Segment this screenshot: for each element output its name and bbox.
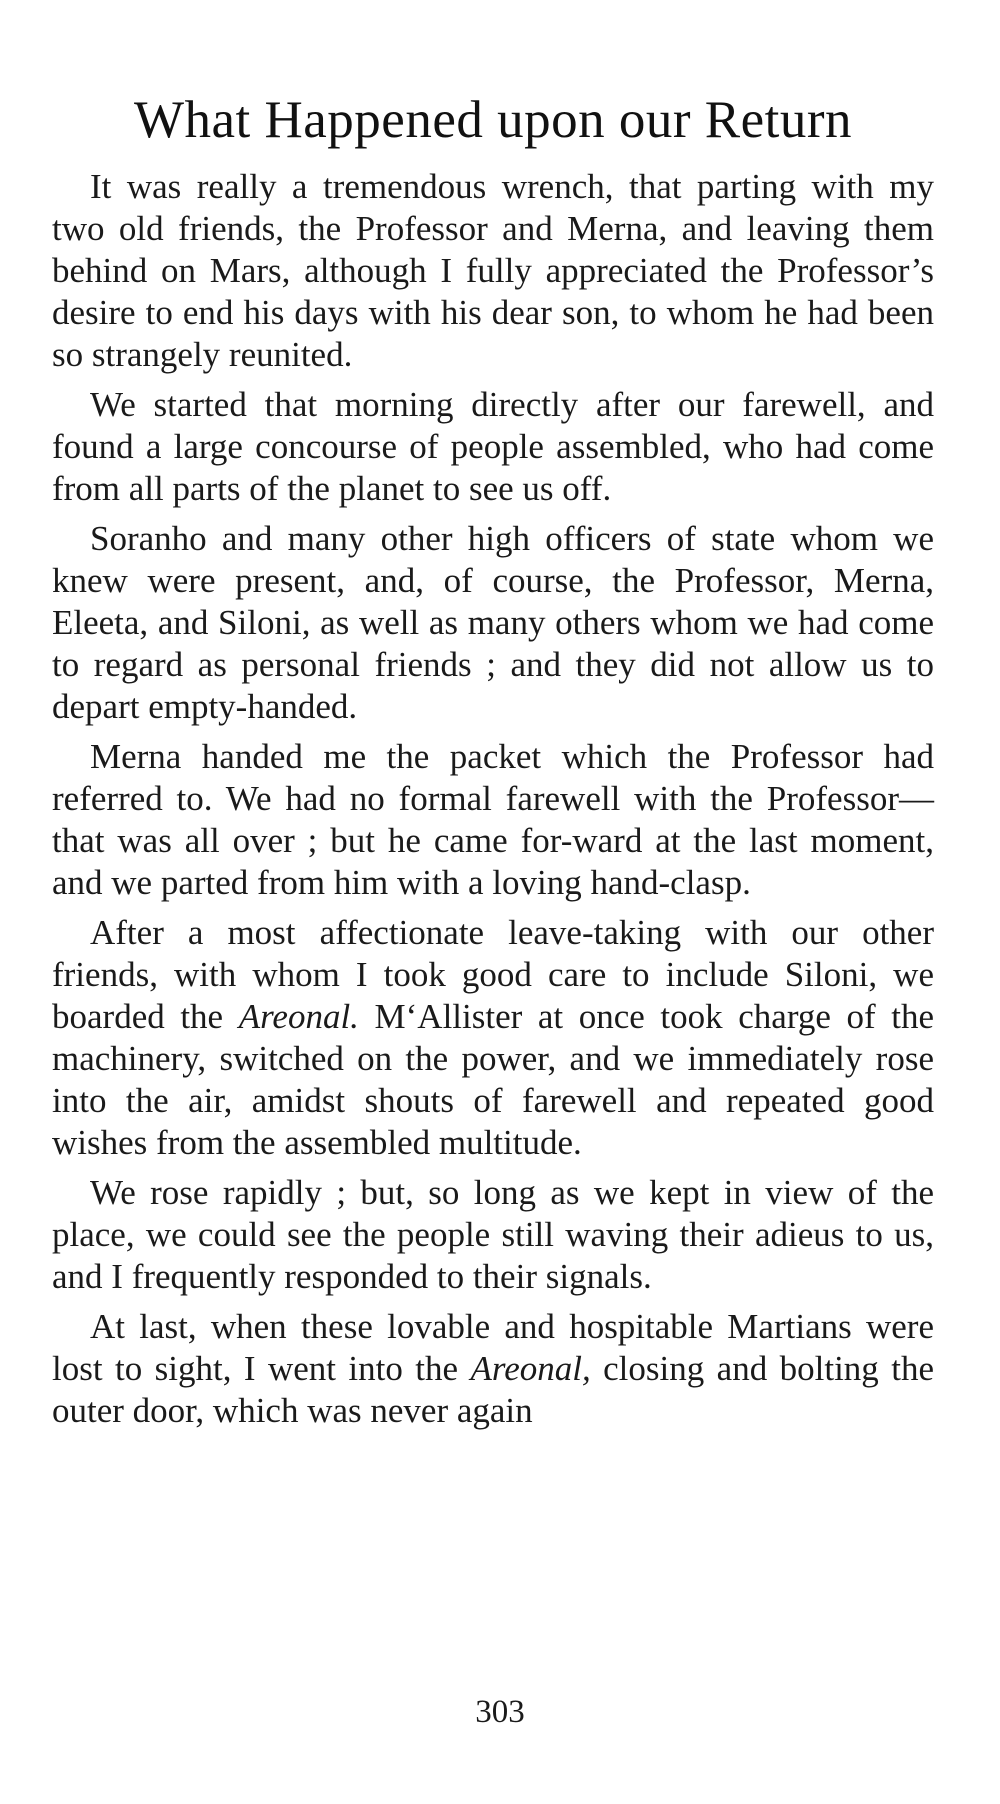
paragraph-7-text-before: At last, when these lovable and hospitable Martians were lost to sight, I went into the <box>52 1307 934 1388</box>
paragraph-7-text-after: closing and bolting the outer door, which was never again <box>52 1349 934 1430</box>
paragraph-1: It was really a tremendous wrench, that parting with my two old friends, the Professor and Merna, and leaving them behind on Mars, although I fully appreciated the Professor’s desire to end his days with his dear son, to whom he had been so strangely reunited. <box>52 167 934 374</box>
paragraph-6: We rose rapidly ; but, so long as we kept in view of the place, we could see the people still waving their adieus to us, and I frequently responded to their signals. <box>52 1173 934 1296</box>
ship-name-areonal: Areonal. <box>238 997 359 1036</box>
paragraph-5-text-before: After a most affectionate leave-taking with our other friends, with whom I took good care to include Siloni, we boarded the <box>52 913 934 1036</box>
paragraph-5-text-after: M‘Allister at once took charge of the machinery, switched on the power, and we immediately rose into the air, amidst shouts of farewell and repeated good wishes from the assembled multitude. <box>52 997 935 1162</box>
book-page <box>52 88 934 1440</box>
paragraph-7 <box>52 1306 934 1432</box>
paragraph-5 <box>52 912 934 1164</box>
chapter-title: What Happened upon our Return <box>133 91 853 149</box>
ship-name-areonal: Areonal, <box>470 1349 591 1388</box>
paragraph-4: Merna handed me the packet which the Professor had referred to. We had no formal farewell with the Professor—that was all over ; but he came for-ward at the last moment, and we parted from him with a loving hand-clasp. <box>52 737 934 902</box>
page-number: 303 <box>475 1694 525 1730</box>
paragraph-3: Soranho and many other high officers of state whom we knew were present, and, of course, the Professor, Merna, Eleeta, and Siloni, as well as many others whom we had come to regard as personal friends ; and they did not allow us to depart empty-handed. <box>52 519 934 726</box>
paragraph-2: We started that morning directly after our farewell, and found a large concourse of people assembled, who had come from all parts of the planet to see us off. <box>52 385 934 508</box>
